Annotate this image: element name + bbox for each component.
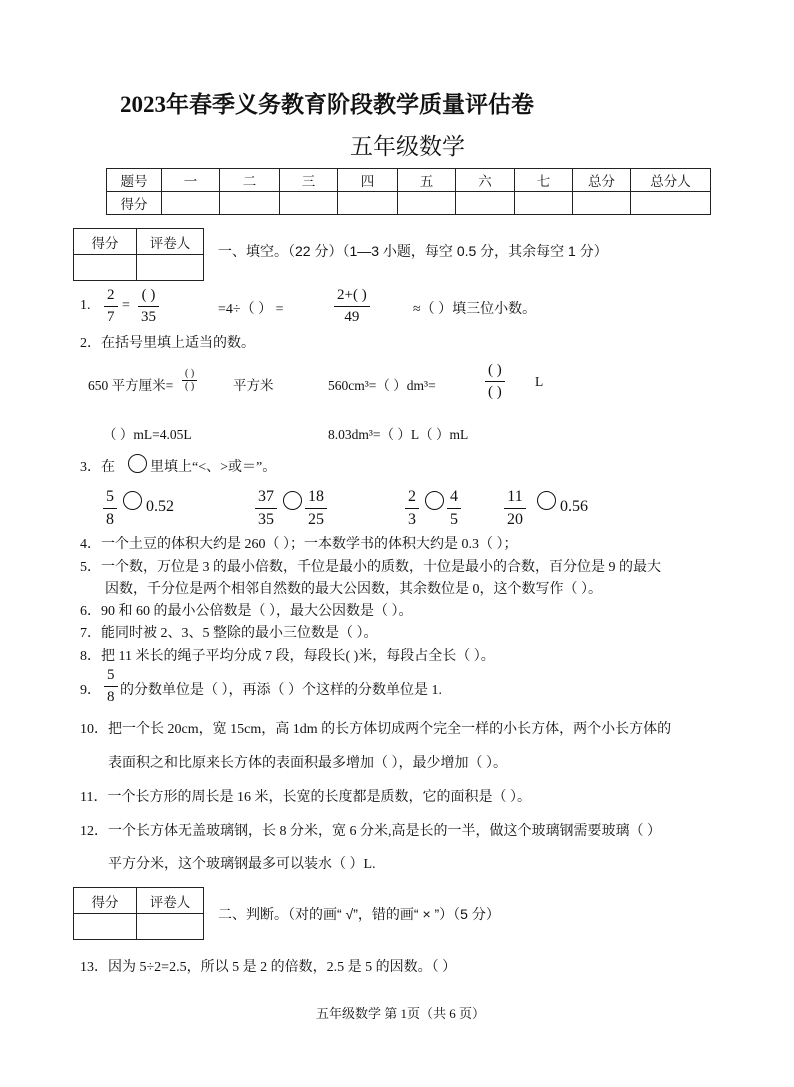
page-footer: 五年级数学 第 1页（共 6 页） [316, 1006, 486, 1021]
q3-item2-numerator-left: 37 [258, 488, 274, 505]
q1-middle-text: =4÷（ ） = [218, 302, 284, 317]
q2-a-left: 650 平方厘米= [88, 378, 174, 393]
q3-text-a: 3．在 [80, 460, 115, 475]
grader-name-cell[interactable] [137, 914, 204, 940]
q3-item3-denominator-left: 3 [408, 511, 416, 528]
q3-item2-numerator-right: 18 [308, 488, 324, 505]
score-input-cell[interactable] [162, 192, 220, 215]
score-header-cell: 七 [515, 169, 573, 192]
q3-item1-denominator: 8 [106, 511, 114, 528]
grader-box-section1 [73, 228, 204, 281]
exam-subtitle: 五年级数学 [350, 133, 465, 159]
q1-fraction-2-denominator: 35 [141, 309, 156, 325]
grader-score-label: 得分 [74, 229, 137, 255]
q5-text-line1: 5．一个数，万位是 3 的最小倍数，千位是最小的质数，十位是最小的合数，百分位是 9 的最大 [80, 560, 661, 575]
q2-b-fraction [485, 363, 505, 400]
q3-item4-fraction [504, 489, 526, 528]
score-input-cell[interactable] [515, 192, 573, 215]
score-input-cell[interactable] [220, 192, 280, 215]
q3-item2-fraction-right [305, 489, 327, 528]
q2-b-left: 560cm³=（ ）dm³= [328, 378, 436, 393]
q3-item1-fraction [103, 489, 117, 528]
q3-item4-denominator: 20 [507, 511, 523, 528]
q3-item1-value: 0.52 [146, 498, 174, 515]
q1-fraction-3-numerator[interactable]: 2+( ) [337, 287, 367, 303]
score-header-cell: 三 [280, 169, 338, 192]
q3-item3-denominator-right: 5 [450, 511, 458, 528]
q3-item3-numerator-left: 2 [408, 488, 416, 505]
q5-text-line2: 因数，千分位是两个相邻自然数的最大公因数，其余数位是 0，这个数写作（ ）。 [105, 582, 602, 597]
q3-item1-compare-circle[interactable] [123, 491, 142, 510]
q13-text: 13．因为 5÷2=2.5，所以 5 是 2 的倍数，2.5 是 5 的因数。（ ） [80, 960, 457, 975]
q9-fraction [104, 668, 118, 705]
q3-text-b: 里填上“<、>或＝”。 [150, 460, 277, 475]
score-header-cell: 五 [398, 169, 456, 192]
q1-equals: = [122, 298, 130, 313]
q2-a-numerator[interactable]: ( ) [185, 368, 195, 379]
grader-score-label: 得分 [74, 888, 137, 914]
score-table-score-row [107, 192, 711, 215]
q3-item4-numerator: 11 [507, 488, 523, 505]
q1-fraction-3-denominator: 49 [344, 309, 360, 325]
q2-a-fraction [182, 369, 197, 392]
score-input-cell[interactable] [573, 192, 631, 215]
q1-fraction-1 [104, 288, 118, 325]
score-input-cell[interactable] [338, 192, 398, 215]
q3-item1-numerator: 5 [106, 488, 114, 505]
q1-fraction-1-denominator: 7 [107, 309, 115, 325]
grader-name-cell[interactable] [137, 255, 204, 281]
q2-text: 2．在括号里填上适当的数。 [80, 336, 255, 351]
q12-text-line2: 平方分米，这个玻璃钢最多可以装水（ ）L. [108, 857, 376, 872]
section1-heading: 一、填空。（22 分）（1—3 小题，每空 0.5 分，其余每空 1 分） [218, 243, 608, 259]
q3-item2-denominator-left: 35 [258, 511, 274, 528]
q1-tail-text: ≈（ ）填三位小数。 [413, 302, 537, 317]
score-header-cell: 四 [338, 169, 398, 192]
q2-d: 8.03dm³=（ ）L（ ）mL [328, 427, 469, 442]
score-row-label: 得分 [107, 192, 162, 215]
q7-text: 7．能同时被 2、3、5 整除的最小三位数是（ ）。 [80, 626, 378, 641]
q12-text-line1: 12．一个长方体无盖玻璃钢，长 8 分米，宽 6 分米,高是长的一半，做这个玻璃钢需要玻璃（ ） [80, 824, 661, 839]
q9-text: 的分数单位是（ ），再添（ ）个这样的分数单位是 1. [120, 683, 442, 698]
q4-text: 4．一个土豆的体积大约是 260（ ）；一本数学书的体积大约是 0.3（ ）； [80, 537, 518, 552]
q3-item2-denominator-right: 25 [308, 511, 324, 528]
grader-name-label: 评卷人 [137, 229, 204, 255]
score-header-cell: 题号 [107, 169, 162, 192]
q3-item3-fraction-left [405, 489, 419, 528]
grader-score-cell[interactable] [74, 255, 137, 281]
q3-item2-fraction-left [255, 489, 277, 528]
score-header-cell: 一 [162, 169, 220, 192]
score-input-cell[interactable] [456, 192, 515, 215]
q1-number: 1. [80, 298, 91, 313]
q1-blank[interactable]: ( ) [141, 287, 156, 303]
grader-box-section2 [73, 887, 204, 940]
score-input-cell[interactable] [398, 192, 456, 215]
grader-name-label: 评卷人 [137, 888, 204, 914]
score-input-cell[interactable] [631, 192, 711, 215]
score-input-cell[interactable] [280, 192, 338, 215]
score-table [106, 168, 711, 215]
q10-text-line2: 表面积之和比原来长方体的表面积最多增加（ ），最少增加（ ）。 [108, 756, 507, 771]
score-table-header-row [107, 169, 711, 192]
q2-b-right: L [535, 374, 544, 389]
score-header-cell: 总分人 [631, 169, 711, 192]
q2-a-denominator[interactable]: ( ) [185, 381, 195, 392]
q1-fraction-3 [334, 288, 370, 325]
q3-item3-numerator-right: 4 [450, 488, 458, 505]
q9-denominator: 8 [107, 689, 115, 705]
q11-text: 11．一个长方形的周长是 16 米，长宽的长度都是质数，它的面积是（ ）。 [80, 790, 531, 805]
score-header-cell: 二 [220, 169, 280, 192]
q3-item3-compare-circle[interactable] [425, 491, 444, 510]
q3-item3-fraction-right [447, 489, 461, 528]
q9-number: 9． [80, 683, 101, 698]
q3-item4-compare-circle[interactable] [537, 491, 556, 510]
q2-c: （ ）mL=4.05L [103, 427, 192, 442]
grader-score-cell[interactable] [74, 914, 137, 940]
q6-text: 6．90 和 60 的最小公倍数是（ ），最大公因数是（ ）。 [80, 604, 413, 619]
q1-fraction-1-numerator: 2 [107, 287, 115, 303]
q3-item4-value: 0.56 [560, 498, 588, 515]
exam-title: 2023年春季义务教育阶段教学质量评估卷 [120, 92, 534, 117]
q3-item2-compare-circle[interactable] [283, 491, 302, 510]
section2-heading: 二、判断。（对的画“ √”，错的画“ × ”）（5 分） [218, 906, 500, 922]
compare-circle-icon [128, 454, 147, 473]
q10-text-line1: 10．把一个长 20cm，宽 15cm，高 1dm 的长方体切成两个完全一样的小长方体，两个小长方体的 [80, 722, 672, 737]
q9-numerator: 5 [107, 667, 115, 683]
score-header-cell: 总分 [573, 169, 631, 192]
q1-fraction-2 [138, 288, 159, 325]
q2-b-numerator[interactable]: ( ) [488, 362, 502, 378]
q2-b-denominator[interactable]: ( ) [488, 384, 502, 400]
score-header-cell: 六 [456, 169, 515, 192]
q8-text: 8．把 11 米长的绳子平均分成 7 段，每段长( )米，每段占全长（ ）。 [80, 649, 495, 664]
q2-a-right: 平方米 [233, 378, 274, 393]
